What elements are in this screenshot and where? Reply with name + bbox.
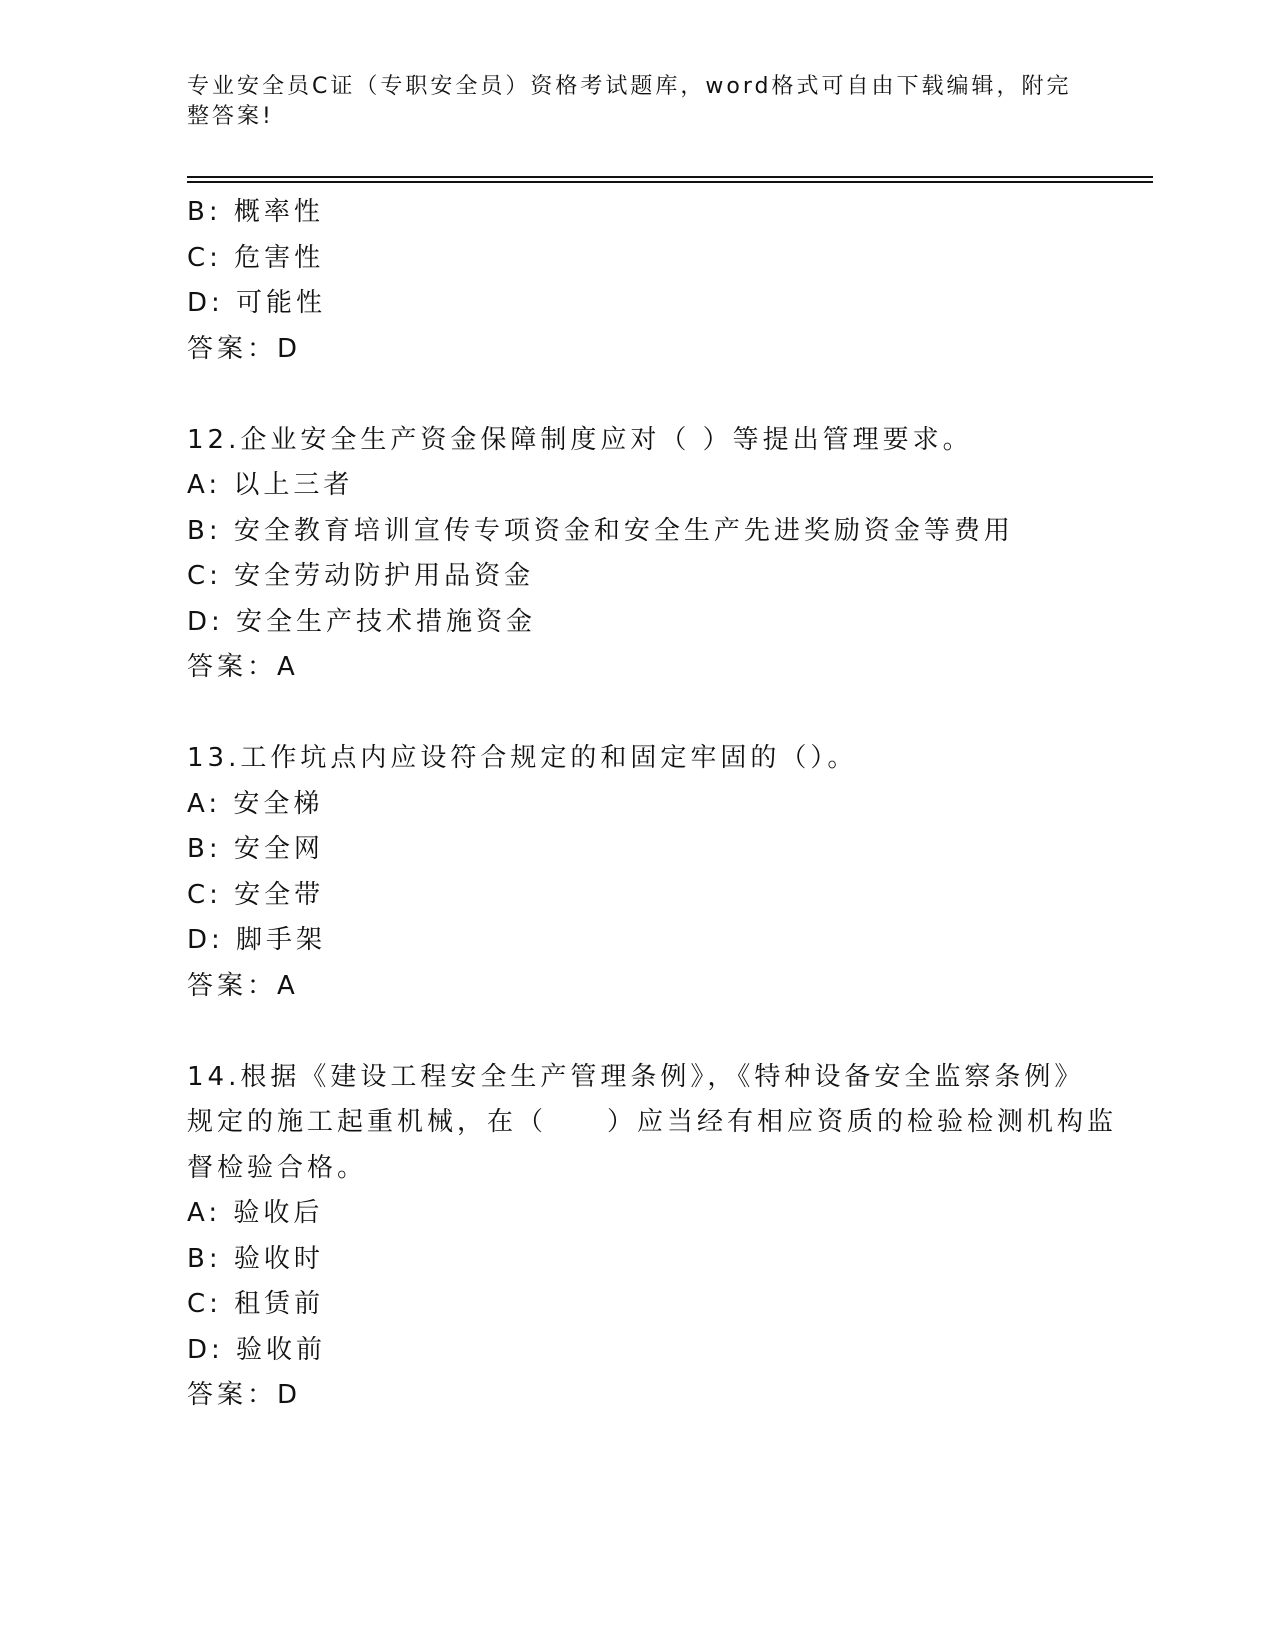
option-c: C: 安全带	[187, 879, 325, 910]
option-a: A: 安全梯	[187, 788, 324, 819]
option-d: D: 安全生产技术措施资金	[187, 606, 537, 637]
question-11-tail	[187, 190, 1087, 372]
option-d: D: 验收前	[187, 1334, 327, 1365]
spacer	[187, 1009, 1087, 1055]
question-14	[187, 1055, 1118, 1419]
question-list	[187, 190, 1118, 1419]
question-12	[187, 418, 1087, 691]
question-stem: 12.企业安全生产资金保障制度应对（ ）等提出管理要求。	[187, 424, 973, 455]
option-d: D: 脚手架	[187, 925, 327, 955]
document-header	[187, 72, 1077, 132]
question-stem-line-2: 规定的施工起重机械，在（ ）应当经有相应资质的检验检测机构监	[187, 1107, 1118, 1137]
option-b: B: 安全教育培训宣传专项资金和安全生产先进奖励资金等费用	[187, 515, 1014, 546]
option-c: C: 危害性	[187, 242, 325, 273]
header-line-1: 专业安全员C证（专职安全员）资格考试题库，word格式可自由下载编辑，附完	[187, 74, 1072, 99]
spacer	[187, 372, 1087, 418]
option-c: C: 安全劳动防护用品资金	[187, 561, 535, 591]
question-stem: 13.工作坑点内应设符合规定的和固定牢固的（）。	[187, 743, 858, 773]
header-divider-top	[187, 176, 1153, 178]
option-b: B: 验收时	[187, 1243, 324, 1274]
option-b: B: 安全网	[187, 834, 324, 864]
answer-label: 答案：D	[187, 333, 302, 364]
option-b: B: 概率性	[187, 197, 324, 227]
option-a: A: 以上三者	[187, 470, 354, 500]
question-stem-line-1: 14.根据《建设工程安全生产管理条例》，《特种设备安全监察条例》	[187, 1061, 1085, 1092]
option-c: C: 租赁前	[187, 1289, 325, 1319]
question-13	[187, 736, 1087, 1009]
question-stem-line-3: 督检验合格。	[187, 1152, 368, 1183]
header-line-2: 整答案!	[187, 104, 274, 129]
option-d: D: 可能性	[187, 288, 327, 318]
answer-label: 答案：A	[187, 970, 299, 1001]
spacer	[187, 691, 1087, 737]
answer-label: 答案：D	[187, 1380, 302, 1410]
answer-label: 答案：A	[187, 652, 299, 682]
header-divider-bottom	[187, 181, 1153, 183]
option-a: A: 验收后	[187, 1198, 324, 1228]
